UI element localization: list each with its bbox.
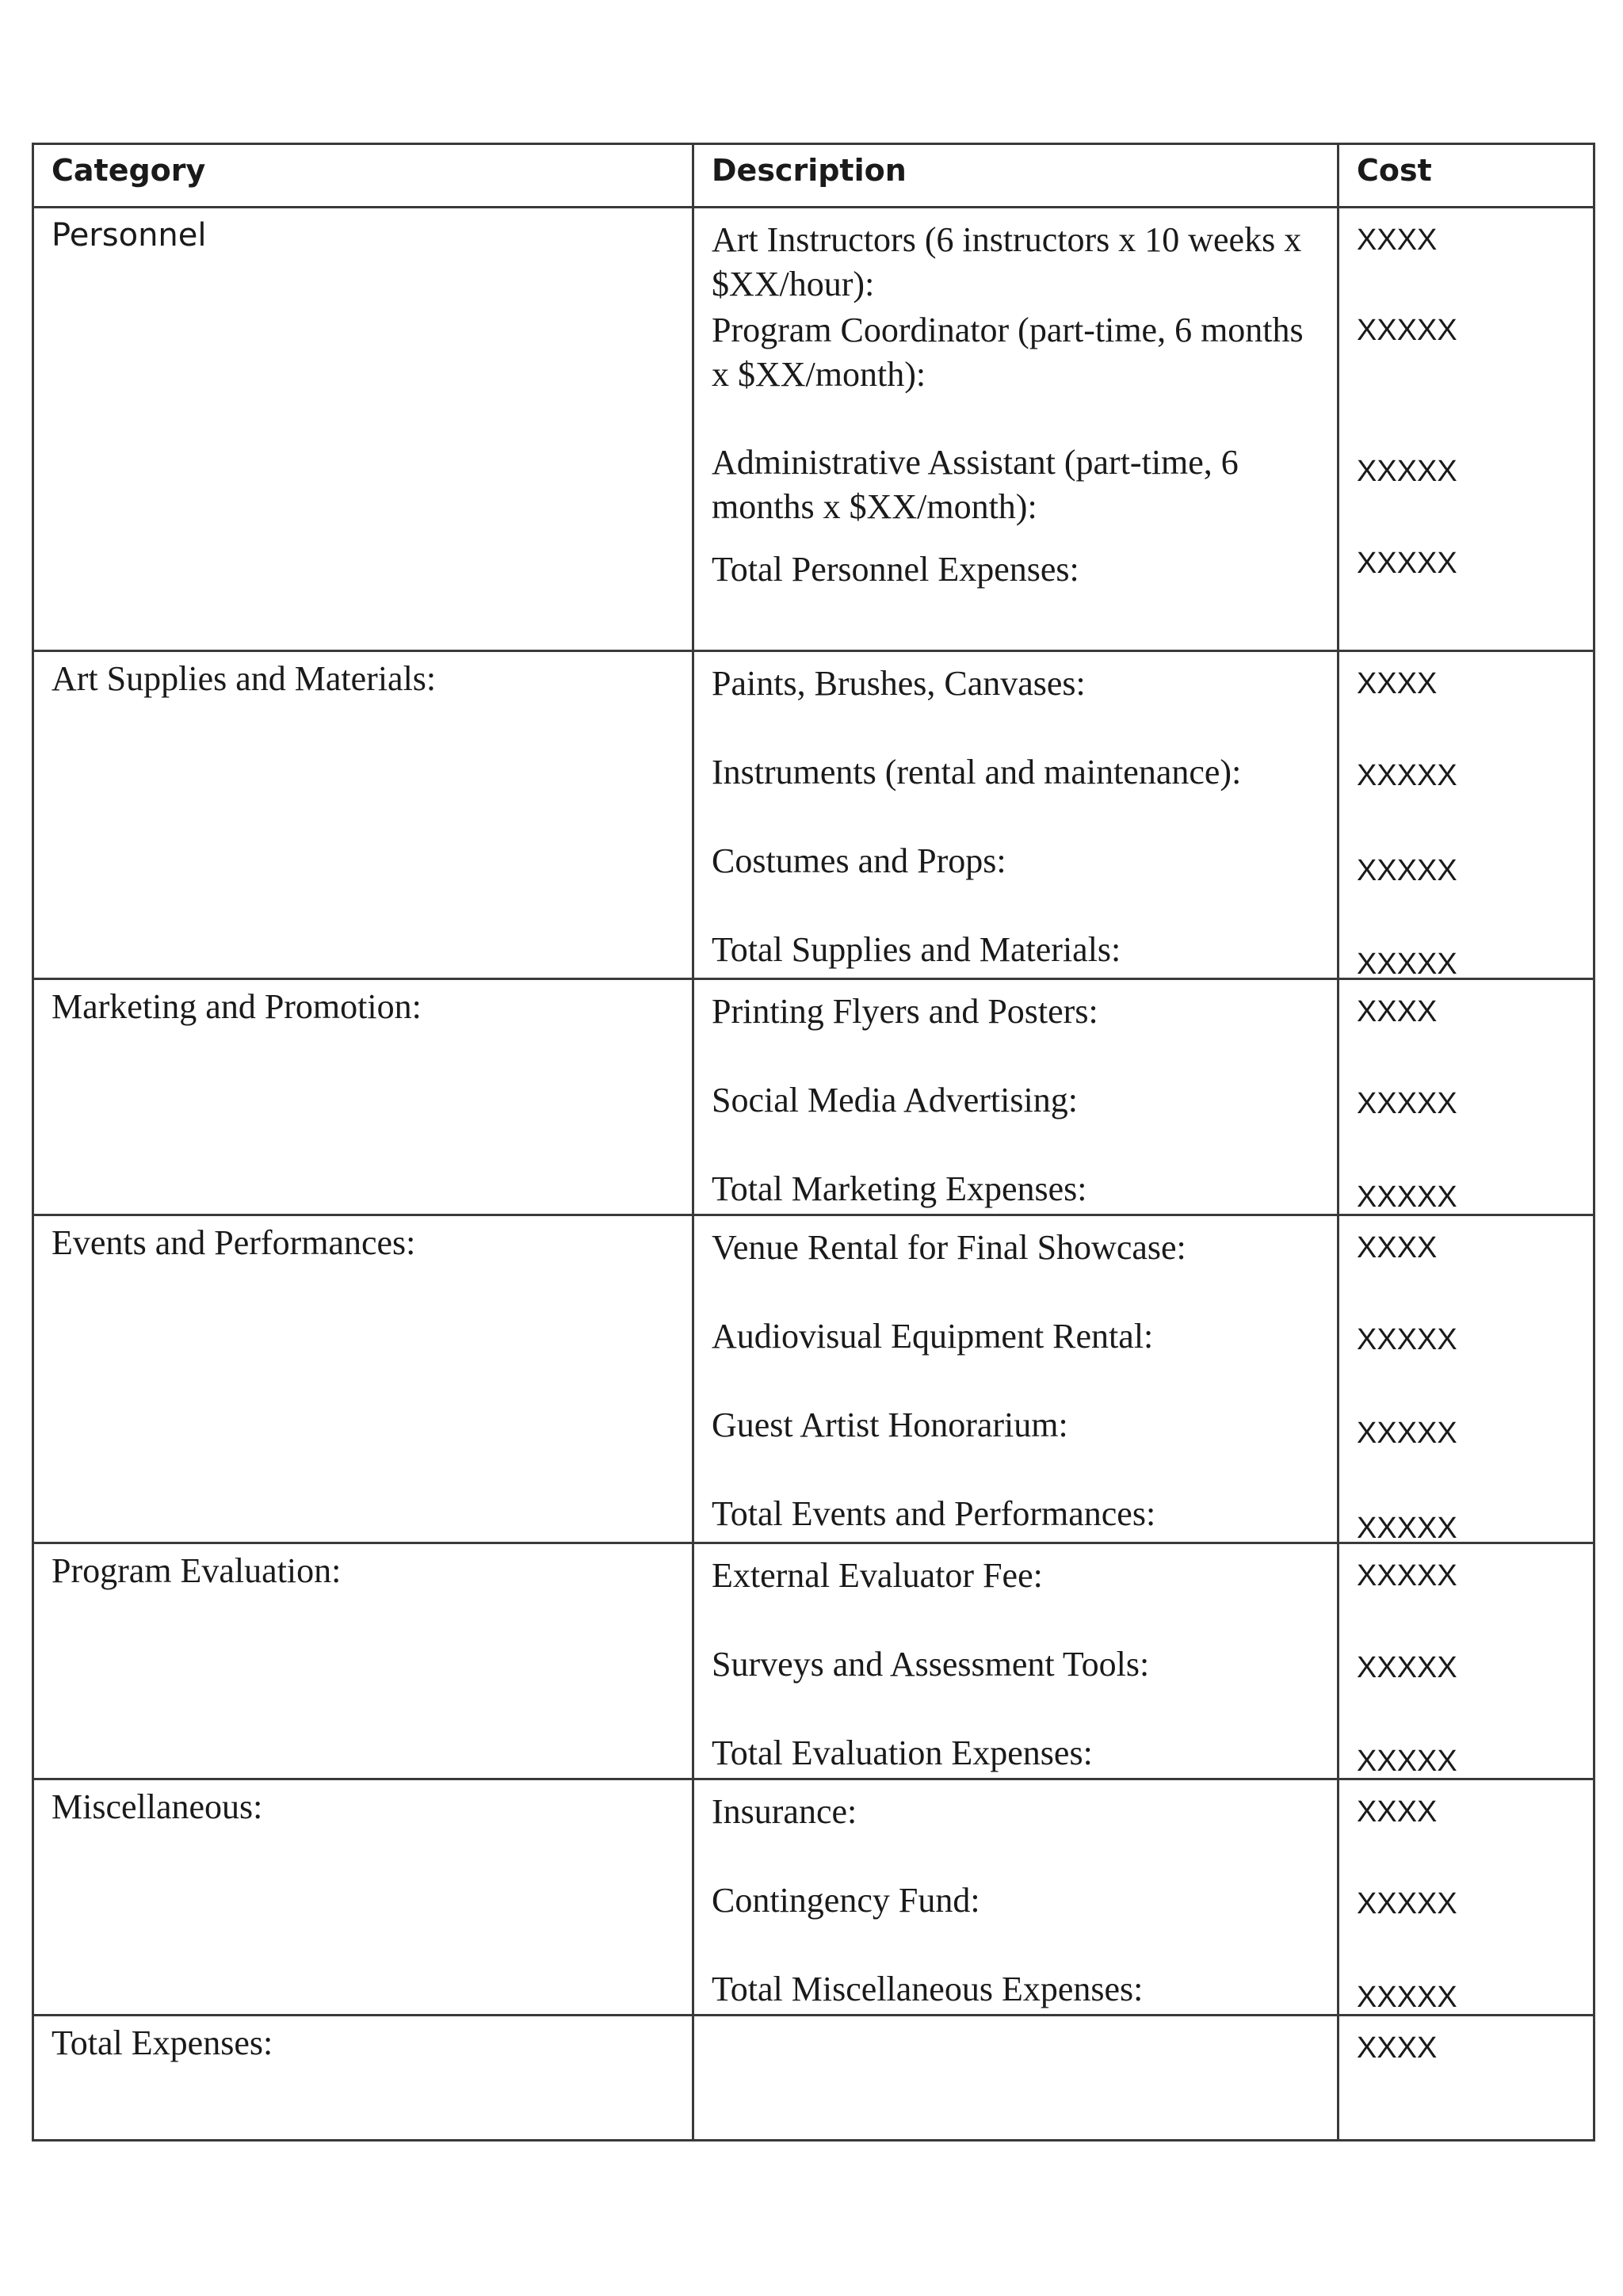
cost-cell <box>1338 2016 1594 2141</box>
line-item-description: Surveys and Assessment Tools: <box>712 1645 1150 1684</box>
line-item-description: Total Events and Performances: <box>712 1494 1156 1533</box>
line-item-cost: XXXXX <box>1357 948 1457 981</box>
line-item-cost: XXXX <box>1357 1795 1438 1829</box>
category-cell: Personnel <box>33 208 693 651</box>
line-item-description: Costumes and Props: <box>712 841 1006 880</box>
line-item-cost: XXXXX <box>1357 1087 1457 1120</box>
line-item-cost: XXXXX <box>1357 314 1457 347</box>
table-row <box>33 979 1594 1215</box>
line-item-description: Guest Artist Honorarium: <box>712 1405 1068 1444</box>
line-item-description: Total Personnel Expenses: <box>712 550 1079 589</box>
line-item-description: Total Supplies and Materials: <box>712 930 1121 969</box>
line-item-cost: XXXXX <box>1357 1180 1457 1214</box>
line-item-description: Art Instructors (6 instructors x 10 weeks x $XX/hour): <box>712 220 1302 303</box>
line-item-cost: XXXX <box>1357 995 1438 1028</box>
description-cell <box>693 651 1338 979</box>
category-cell: Art Supplies and Materials: <box>33 651 693 979</box>
cost-cell <box>1338 208 1594 651</box>
header-cost: Cost <box>1338 144 1594 208</box>
category-cell: Marketing and Promotion: <box>33 979 693 1215</box>
line-item-description: External Evaluator Fee: <box>712 1556 1043 1595</box>
description-cell <box>693 1543 1338 1779</box>
cost-cell <box>1338 651 1594 979</box>
line-item-cost: XXXXX <box>1357 1323 1457 1356</box>
line-item-description: Contingency Fund: <box>712 1881 980 1920</box>
line-item-description: Paints, Brushes, Canvases: <box>712 664 1086 703</box>
category-cell: Total Expenses: <box>33 2016 693 2141</box>
line-item-cost: XXXX <box>1357 2031 1438 2065</box>
table-row <box>33 1215 1594 1543</box>
line-item-cost: XXXXX <box>1357 1887 1457 1920</box>
description-cell <box>693 208 1338 651</box>
line-item-cost: XXXXX <box>1357 1417 1457 1450</box>
table-row <box>33 208 1594 651</box>
line-item-cost: XXXX <box>1357 1231 1438 1264</box>
description-cell <box>693 2016 1338 2141</box>
description-cell <box>693 979 1338 1215</box>
line-item-cost: XXXXX <box>1357 1981 1457 2014</box>
line-item-cost: XXXXX <box>1357 455 1457 488</box>
line-item-description: Social Media Advertising: <box>712 1081 1078 1119</box>
table-row <box>33 651 1594 979</box>
line-item-cost: XXXX <box>1357 667 1438 700</box>
line-item-cost: XXXXX <box>1357 1512 1457 1545</box>
description-cell <box>693 1779 1338 2016</box>
line-item-cost: XXXXX <box>1357 759 1457 792</box>
cost-cell <box>1338 1779 1594 2016</box>
line-item-cost: XXXXX <box>1357 1745 1457 1778</box>
cost-cell <box>1338 979 1594 1215</box>
table-row <box>33 1779 1594 2016</box>
line-item-description: Audiovisual Equipment Rental: <box>712 1317 1154 1356</box>
category-cell: Miscellaneous: <box>33 1779 693 2016</box>
line-item-description: Program Coordinator (part-time, 6 months x $XX/month): <box>712 311 1304 394</box>
line-item-description: Printing Flyers and Posters: <box>712 992 1098 1031</box>
line-item-description: Instruments (rental and maintenance): <box>712 753 1242 791</box>
line-item-cost: XXXXX <box>1357 1651 1457 1684</box>
line-item-description: Total Marketing Expenses: <box>712 1169 1087 1208</box>
line-item-cost: XXXX <box>1357 223 1438 257</box>
cost-cell <box>1338 1543 1594 1779</box>
line-item-cost: XXXXX <box>1357 547 1457 580</box>
header-category: Category <box>33 144 693 208</box>
header-row <box>33 144 1594 208</box>
line-item-description: Venue Rental for Final Showcase: <box>712 1228 1186 1267</box>
budget-table <box>32 143 1595 2142</box>
cost-cell <box>1338 1215 1594 1543</box>
header-description: Description <box>693 144 1338 208</box>
line-item-cost: XXXXX <box>1357 1559 1457 1592</box>
line-item-cost: XXXXX <box>1357 854 1457 887</box>
line-item-description: Administrative Assistant (part-time, 6 months x $XX/month): <box>712 443 1239 526</box>
table-row <box>33 1543 1594 1779</box>
line-item-description: Insurance: <box>712 1792 857 1831</box>
category-cell: Events and Performances: <box>33 1215 693 1543</box>
category-cell: Program Evaluation: <box>33 1543 693 1779</box>
line-item-description: Total Miscellaneous Expenses: <box>712 1970 1144 2008</box>
line-item-description: Total Evaluation Expenses: <box>712 1733 1093 1772</box>
description-cell <box>693 1215 1338 1543</box>
table-row <box>33 2016 1594 2141</box>
